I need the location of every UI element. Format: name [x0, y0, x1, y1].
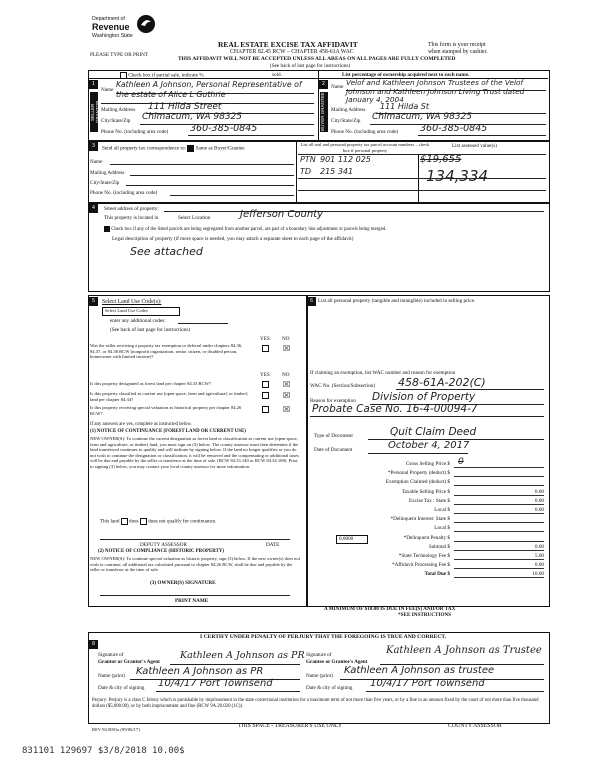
fee-label: Excise Tax : State $	[408, 497, 450, 504]
land-use-dropdown[interactable]	[102, 307, 180, 316]
fee-row	[310, 515, 546, 523]
fee-row	[310, 552, 546, 560]
current-use-question: Is this property classified as current use (open space, farm and agricultural, or timber) land per chapter 84.34?	[90, 391, 248, 402]
buyer-city-label: City/State/Zip	[331, 118, 361, 124]
grantor-date-label: Date & city of signing	[98, 685, 145, 691]
fee-row	[310, 524, 546, 532]
certify-statement: I CERTIFY UNDER PENALTY OF PERJURY THAT THE FOREGOING IS TRUE AND CORRECT.	[200, 634, 447, 640]
no-header-2: NO	[282, 372, 290, 378]
street-label: Street address of property:	[104, 206, 159, 212]
grantor-signature[interactable]: Kathleen A Johnson as PR	[180, 650, 305, 661]
section-1-marker: 1	[89, 80, 98, 89]
wac-value[interactable]: 458-61A-202(C)	[398, 376, 486, 389]
wac-label: WAC No. (Section/Subsection)	[310, 383, 375, 389]
buyer-name-label: Name	[331, 84, 344, 90]
select-location[interactable]: Select Location	[178, 215, 211, 221]
corr-phone-label: Phone No. (including area code)	[90, 190, 158, 196]
form-chapter: CHAPTER 82.45 RCW – CHAPTER 458-61A WAC	[230, 49, 354, 55]
seller-city-label: City/State/Zip	[101, 118, 131, 124]
fee-value[interactable]: 0.00	[454, 498, 544, 505]
fee-value[interactable]	[454, 461, 544, 468]
section-6-marker: 6	[307, 297, 316, 306]
fee-table	[310, 457, 546, 580]
grantee-name-label: Name (print)	[306, 673, 333, 679]
section-3-marker: 3	[89, 142, 98, 151]
fee-handwritten: 0	[458, 457, 464, 467]
parcel-prefix-1: PTN	[300, 155, 316, 164]
reason-2[interactable]: Probate Case No. 16-4-00094-7	[312, 403, 478, 415]
fee-row	[310, 457, 546, 468]
fee-label: Local $	[434, 507, 450, 513]
fee-label: Total Due $	[424, 571, 450, 578]
section-8-marker: 8	[89, 640, 98, 649]
grantor-date[interactable]: 10/4/17 Port Townsend	[158, 678, 273, 689]
exemption-claim-label: If claiming an exemption, list WAC number and reason for exemption	[310, 370, 456, 376]
revenue-logo-icon	[136, 14, 156, 34]
segregation-checkbox[interactable]	[104, 226, 110, 232]
see-instructions: *SEE INSTRUCTIONS	[398, 612, 452, 618]
grantee-name[interactable]: Kathleen A Johnson as trustee	[344, 665, 495, 676]
exemption-question: Was the seller receiving a property tax exemption or deferral under chapters 84.36, 84.37, or 84.38 RCW (nonprofit organization, senior citizen, or disabled person, homeowner with limited income)?	[90, 343, 243, 360]
fee-row	[310, 478, 546, 486]
exemption-no-checkbox[interactable]: ☒	[283, 344, 291, 353]
corr-city-label: City/State/Zip	[90, 180, 120, 186]
fee-label: *Delinquent Penalty $	[403, 534, 450, 541]
yes-header-1: YES	[260, 336, 270, 342]
fee-label: Local $	[434, 525, 450, 532]
section-4-marker: 4	[89, 204, 98, 213]
segregation-text: Check box if any of the listed parcels are being segregated from another parcel, are part of a boundary line adjustment or parcels being merged.	[111, 227, 387, 233]
legal-label: Legal description of property (if more space is needed, you may attach a separate sheet to each page of the affidavit)	[112, 236, 354, 242]
parcel-prefix-2: TD	[300, 167, 312, 176]
partial-sale-text: Check box if partial sale, indicate %	[128, 72, 204, 79]
correspondence-label	[102, 145, 245, 152]
fee-row	[310, 506, 546, 514]
additional-codes-label: enter any additional codes:	[110, 318, 166, 324]
dor-logo	[90, 14, 160, 48]
deputy-assessor-label: DEPUTY ASSESSOR	[140, 542, 187, 548]
local-rate: 0.0000	[339, 536, 354, 542]
personal-property-label: List all personal property (tangible and intangible) included in selling price.	[318, 298, 476, 304]
notice1-body: NEW OWNER(S): To continue the current designation as forest land or classification as current use (open space, farm and agriculture, or timber) land, you must sign on (3) below. The county assessor must then determine if the land transferred continues to qualify and will indicate by signing below. If the land no longer qualifies or you do not wish to continue the designation or classification, it will be removed and the compensating or additional taxes will be due and payable by the seller or transferor at the time of sale. (RCW 84.33.140 or RCW 84.34.108). Prior to signing (3) below, you may contact your local county assessor for more information.	[90, 436, 299, 469]
fee-label: *Personal Property (deduct) $	[387, 470, 450, 477]
ownership-label: List percentage of ownership acquired next to each name.	[342, 72, 470, 78]
recording-stamp: 831101 129697 $3/8/2018 10.00$	[22, 746, 185, 756]
this-land-label	[100, 518, 217, 525]
owner-signature-label: (3) OWNER(S) SIGNATURE	[150, 580, 216, 586]
parcel-header: List all real and personal property tax parcel account numbers – check box if personal property	[300, 142, 430, 153]
land-use-label: Select Land Use Code(s):	[102, 299, 162, 305]
same-as-buyer-label: Same as Buyer/Grantee	[195, 145, 245, 152]
fee-row	[310, 570, 546, 578]
treasurer-use: THIS SPACE - TREASURER'S USE ONLY	[238, 723, 343, 729]
fee-row	[310, 561, 546, 569]
grantor-sig-label-1: Signature of	[98, 652, 124, 658]
perjury-note: Perjury: Perjury is a class C felony which is punishable by imprisonment in the state correctional institution for a maximum term of not more than five years, or by a fine in an amount fixed by the court of not more than five thousand dollars ($5,000.00), or by both imprisonment and fine (RCW 9A.20.020 (1C)).	[92, 698, 539, 709]
fee-row	[310, 469, 546, 477]
doc-type-label: Type of Document	[314, 433, 353, 439]
fee-row	[310, 497, 546, 505]
corr-address-label: Mailing Address	[90, 170, 125, 176]
grantor-sig-label-2: Grantor or Grantor's Agent	[98, 659, 160, 665]
segregation-label	[104, 226, 386, 233]
fee-value[interactable]	[454, 535, 544, 542]
grantee-date-label: Date & city of signing	[306, 685, 353, 691]
same-as-buyer-checkbox[interactable]	[187, 145, 194, 152]
receipt-note-1: This form is your receipt	[428, 42, 486, 48]
parcel-number-1[interactable]: 901 112 025	[320, 155, 371, 164]
fee-label: Taxable Selling Price $	[401, 488, 450, 495]
buyer-name[interactable]: Velof and Kathleen Johnson Trustees of the Velof Johnson and Kathleen Johnson Living Trust dated January 4, 2004	[346, 78, 525, 104]
dept-line1: Department of	[92, 16, 125, 22]
grantee-signature[interactable]: Kathleen A Johnson as Trustee	[386, 645, 542, 656]
seller-address[interactable]: 111 Hilda Street	[148, 102, 222, 112]
fee-value[interactable]	[454, 525, 544, 532]
dept-line3: Washington State	[92, 33, 133, 39]
forest-yes-checkbox[interactable]	[262, 381, 269, 388]
minimum-note: A MINIMUM OF $10.00 IS DUE IN FEE(S) AND/OR TAX	[324, 606, 456, 612]
please-type: PLEASE TYPE OR PRINT	[90, 52, 148, 58]
forest-question: Is this property designated as forest land per chapter 84.33 RCW?	[90, 381, 212, 386]
correspondence-text: Send all property tax correspondence to:	[102, 145, 186, 152]
legal-description[interactable]: See attached	[130, 245, 203, 258]
buyer-address-label: Mailing Address	[331, 107, 366, 113]
print-name-label: PRINT NAME	[175, 598, 209, 604]
grantor-name[interactable]: Kathleen A Johnson as PR	[136, 666, 264, 677]
exemption-yes-checkbox[interactable]	[262, 345, 269, 352]
dept-line2: Revenue	[92, 22, 130, 32]
fee-value[interactable]: 0.00	[454, 544, 544, 551]
does-not-text: does not qualify for continuance.	[148, 518, 217, 525]
located-label: This property is located in	[104, 215, 159, 221]
historic-question: Is this property receiving special valuation as historical property per chapter 84.26 RCW?	[90, 405, 242, 416]
fee-value[interactable]: 0.00	[454, 489, 544, 496]
doc-type[interactable]: Quit Claim Deed	[390, 426, 477, 438]
buyer-phone-label: Phone No. (including area code)	[331, 129, 399, 135]
seller-name[interactable]: Kathleen A Johnson, Personal Representative of the estate of Alice L Guthrie	[116, 80, 302, 99]
doc-date[interactable]: October 4, 2017	[388, 440, 470, 451]
seller-tab: SELLER GRANTOR	[90, 92, 98, 132]
fee-value[interactable]	[454, 470, 544, 477]
grantee-sig-label-1: Signature of	[306, 652, 332, 658]
fee-value[interactable]: 0.00	[454, 562, 544, 569]
notice2-body: NEW OWNER(S): To continue special valuation as historic property, sign (3) below. If the new owner(s) does not wish to continue, all additional tax calculated pursuant to chapter 84.26 RCW, shall be due and payable by the seller or transferor at the time of sale.	[90, 556, 301, 573]
form-title: REAL ESTATE EXCISE TAX AFFIDAVIT	[218, 40, 358, 49]
parcel-number-2[interactable]: 215 341	[320, 167, 354, 176]
this-land-text: This land	[100, 518, 120, 525]
no-header-1: NO	[282, 336, 290, 342]
grantor-name-label: Name (print)	[98, 673, 125, 679]
historic-no-checkbox[interactable]: ☒	[283, 405, 291, 414]
seller-name-label: Name	[101, 87, 114, 93]
fee-value[interactable]: 0.00	[454, 507, 544, 514]
reason-label: Reason for exemption	[310, 398, 356, 404]
receipt-note-2: when stamped by cashier.	[428, 49, 488, 55]
if-yes-note: If any answers are yes, complete as instructed below.	[90, 422, 192, 427]
notice2-title: (2) NOTICE OF COMPLIANCE (HISTORIC PROPERTY)	[98, 549, 225, 554]
fee-value[interactable]	[454, 516, 544, 523]
buyer-phone[interactable]: 360-385-0845	[420, 123, 488, 134]
historic-yes-checkbox[interactable]	[262, 406, 269, 413]
fee-label: *Delinquent Interest: State $	[390, 516, 450, 523]
assessed-header: List assessed value(s)	[452, 143, 497, 149]
assessed-value-1[interactable]: $19,655	[420, 154, 462, 165]
notice1-title: (1) NOTICE OF CONTINUANCE (FOREST LAND OR CURRENT USE)	[90, 429, 246, 434]
fee-value[interactable]: 10.00	[454, 571, 544, 578]
seller-address-label: Mailing Address	[101, 107, 136, 113]
current-use-no-checkbox[interactable]: ☒	[283, 391, 291, 400]
current-use-yes-checkbox[interactable]	[262, 392, 269, 399]
seller-phone[interactable]: 360-385-0845	[190, 123, 258, 134]
doc-date-label: Date of Document	[314, 447, 353, 453]
does-not-checkbox[interactable]	[140, 518, 147, 525]
see-back-note: (See back of last page for instructions)	[270, 63, 351, 69]
assessed-value-2[interactable]: 134,334	[426, 167, 489, 185]
fee-label: Exemption Claimed (deduct) $	[385, 479, 450, 486]
reason-1[interactable]: Division of Property	[372, 391, 476, 403]
rev-number: REV 84 0001a (09/06/17)	[92, 727, 140, 732]
buyer-address[interactable]: 111 Hilda St	[380, 102, 430, 111]
grantee-sig-label-2: Grantee or Grantee's Agent	[306, 659, 368, 665]
section-2-marker: 2	[319, 80, 328, 89]
fee-label: *Affidavit Processing Fee $	[392, 562, 450, 569]
yes-header-2: YES	[260, 372, 270, 378]
county-assessor: COUNTY ASSESSOR	[448, 723, 502, 729]
buyer-city[interactable]: Chimacum, WA 98325	[372, 112, 473, 122]
seller-city[interactable]: Chimacum, WA 98325	[142, 112, 243, 122]
fee-value[interactable]: 5.00	[454, 553, 544, 560]
fee-value[interactable]	[454, 479, 544, 486]
local-rate-box[interactable]	[336, 535, 368, 544]
does-text: does	[129, 518, 139, 525]
seller-phone-label: Phone No. (including area code)	[101, 129, 169, 135]
buyer-tab: BUYER GRANTEE	[320, 92, 328, 132]
section-5-marker: 5	[89, 297, 98, 306]
see-back-5: (See back of last page for instructions)	[110, 327, 191, 333]
does-checkbox[interactable]	[121, 518, 128, 525]
forest-no-checkbox[interactable]: ☒	[283, 380, 291, 389]
land-use-dropdown-value: Select Land Use Codes	[105, 308, 148, 313]
fee-row	[310, 488, 546, 496]
form-warning: THIS AFFIDAVIT WILL NOT BE ACCEPTED UNLESS ALL AREAS ON ALL PAGES ARE FULLY COMPLETED	[178, 56, 456, 62]
grantee-date[interactable]: 10/4/17 Port Townsend	[370, 678, 485, 689]
fee-label: Subtotal $	[428, 543, 450, 550]
fee-label: *State Technology Fee $	[398, 553, 450, 559]
sold-label: sold.	[272, 72, 282, 78]
corr-name-label: Name	[90, 159, 103, 165]
fee-label: Gross Selling Price $	[406, 461, 450, 467]
county[interactable]: Jefferson County	[240, 209, 324, 220]
date-label-5: DATE	[266, 542, 280, 548]
